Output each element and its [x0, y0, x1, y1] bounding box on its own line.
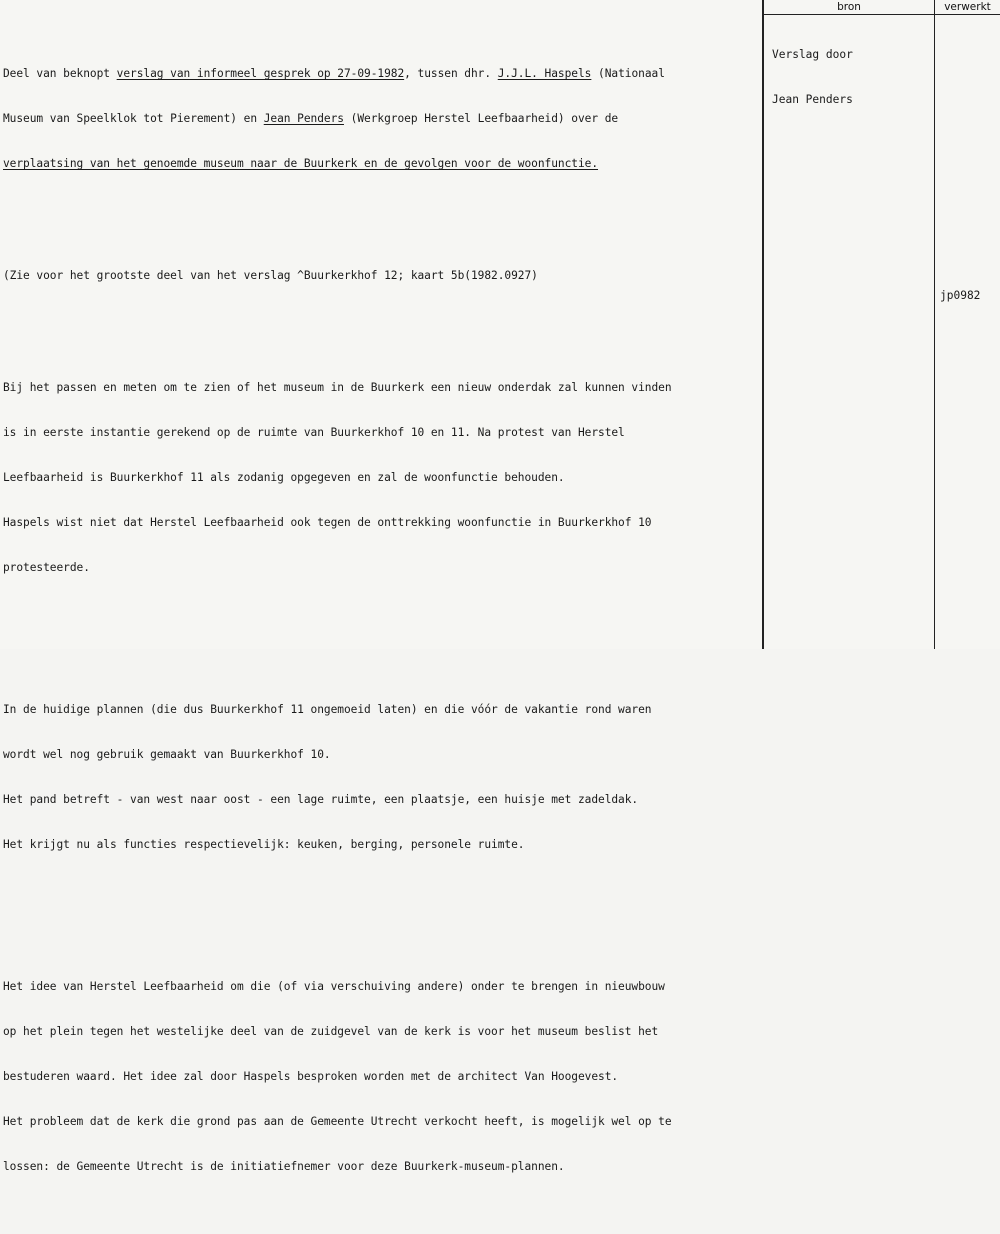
bron-header: bron: [837, 1, 861, 13]
verwerkt-column-divider: [934, 0, 935, 649]
verwerkt-code: jp0982: [940, 289, 981, 302]
bron-line: Jean Penders: [772, 93, 853, 106]
text-line: Haspels wist niet dat Herstel Leefbaarheid ook tegen de onttrekking woonfunctie in Buurkerkhof 10: [3, 516, 652, 529]
intro-line-3: [3, 156, 758, 171]
main-text-column: [3, 6, 758, 1234]
verwerkt-header: verwerkt: [944, 1, 991, 13]
text-line: wordt wel nog gebruik gemaakt van Buurkerkhof 10.: [3, 748, 331, 761]
main-column-divider: [762, 0, 764, 649]
text-line: In de huidige plannen (die dus Buurkerkhof 11 ongemoeid laten) en die vóór de vakantie rond waren: [3, 703, 652, 716]
text-line: Het krijgt nu als functies respectievelijk: keuken, berging, personele ruimte.: [3, 838, 525, 851]
text-line: Het pand betreft - van west naar oost - een lage ruimte, een plaatsje, een huisje met zadeldak.: [3, 793, 639, 806]
subject-line: verplaatsing van het genoemde museum naar de Buurkerk en de gevolgen voor de woonfunctie.: [3, 157, 599, 170]
intro-paragraph: [3, 36, 758, 201]
bron-entry: [772, 17, 932, 137]
text-line: Leefbaarheid is Buurkerkhof 11 als zodanig opgegeven en zal de woonfunctie behouden.: [3, 471, 565, 484]
bron-line: Verslag door: [772, 48, 853, 61]
text-line: bestuderen waard. Het idee zal door Haspels besproken worden met de architect Van Hoogevest.: [3, 1070, 619, 1083]
reference-line: (Zie voor het grootste deel van het verslag ^Buurkerkhof 12; kaart 5b(1982.0927): [3, 269, 538, 282]
text-line: Bij het passen en meten om te zien of het museum in de Buurkerk een nieuw onderdak zal kunnen vinden: [3, 381, 672, 394]
text-line: lossen: de Gemeente Utrecht is de initiatiefnemer voor deze Buurkerk-museum-plannen.: [3, 1160, 565, 1173]
text-line: protesteerde.: [3, 561, 90, 574]
paragraph-2: [3, 672, 758, 882]
person-haspels: J.J.L. Haspels: [497, 67, 592, 80]
text-line: Het probleem dat de kerk die grond pas aan de Gemeente Utrecht verkocht heeft, is mogelijk wel op te: [3, 1115, 672, 1128]
person-penders: Jean Penders: [263, 112, 344, 125]
text-line: is in eerste instantie gerekend op de ruimte van Buurkerkhof 10 en 11. Na protest van Herstel: [3, 426, 625, 439]
paragraph-3: [3, 949, 758, 1204]
text-line: Het idee van Herstel Leefbaarheid om die (of via verschuiving andere) onder te brengen in nieuwbouw: [3, 980, 665, 993]
report-title: verslag van informeel gesprek op 27-09-1982: [116, 67, 405, 80]
paragraph-1: [3, 350, 758, 605]
intro-line-2: Museum van Speelklok tot Pierement) en Jean Penders (Werkgroep Herstel Leefbaarheid) over de: [3, 112, 619, 125]
intro-line-1: Deel van beknopt verslag van informeel gesprek op 27-09-1982, tussen dhr. J.J.L. Haspels (Nationaal: [3, 67, 665, 80]
header-rule: [762, 14, 1000, 15]
text-line: op het plein tegen het westelijke deel van de zuidgevel van de kerk is voor het museum beslist het: [3, 1025, 659, 1038]
